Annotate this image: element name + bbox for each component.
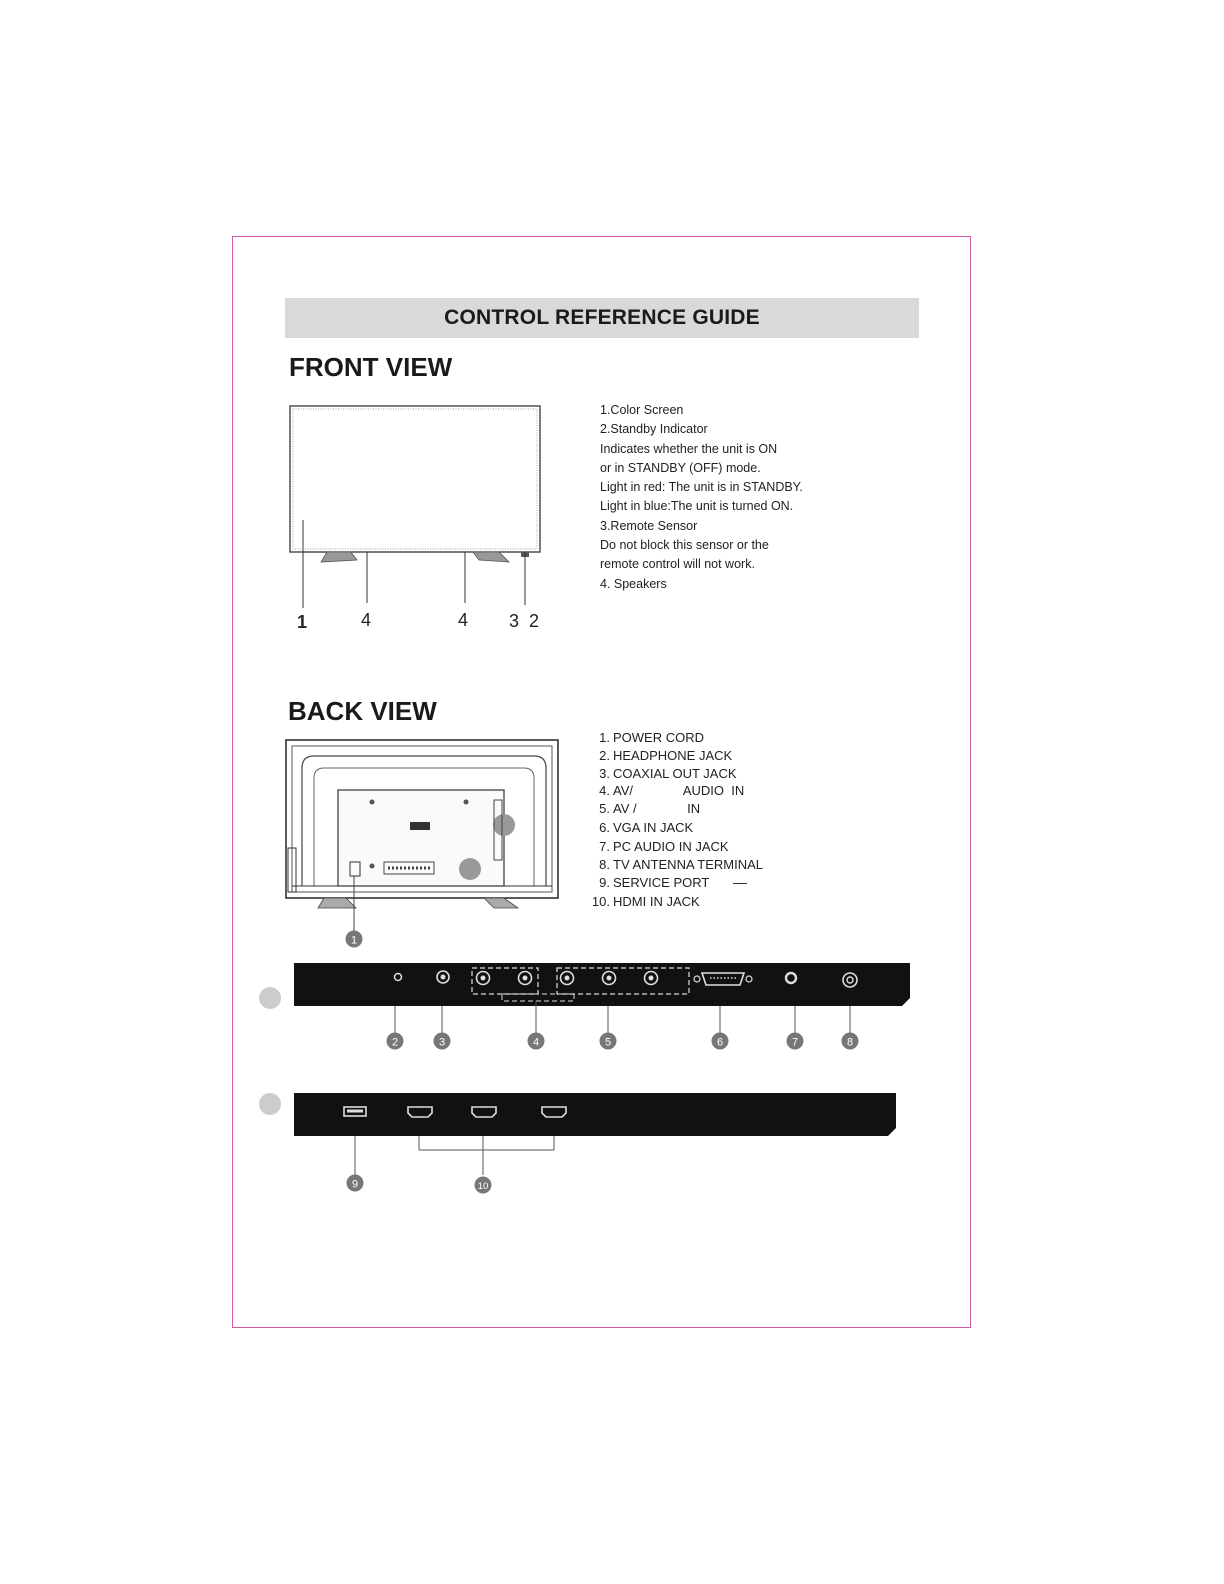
av-component-port-1-core	[565, 976, 570, 981]
tv-front-foot-left	[321, 552, 357, 562]
tv-back-terminal-marker-a	[493, 814, 515, 836]
back-item: 6. VGA IN JACK	[599, 820, 694, 835]
panel-b-marker	[259, 1093, 281, 1115]
panel-1-body	[294, 963, 910, 1006]
tv-back-screw	[464, 800, 469, 805]
av-audio-port-r-core	[523, 976, 528, 981]
callout-badge-6-number: 6	[716, 1036, 724, 1049]
front-desc-line: Do not block this sensor or the	[600, 538, 769, 553]
front-callout-3: 3	[509, 611, 520, 631]
front-callout-2: 2	[529, 611, 540, 631]
front-desc-line: or in STANDBY (OFF) mode.	[600, 460, 761, 475]
callout-badge-5-number: 5	[604, 1036, 612, 1049]
page-title: CONTROL REFERENCE GUIDE	[444, 306, 760, 329]
front-description-list	[600, 401, 803, 594]
panel-side-markers	[256, 985, 286, 1120]
tv-back-terminal-marker-b	[459, 858, 481, 880]
connector-panel-2	[292, 1090, 902, 1200]
callout-badge-10-number: 10	[477, 1181, 489, 1192]
front-desc-line: 4. Speakers	[600, 576, 667, 591]
tv-back-foot-right	[484, 898, 518, 908]
front-view-diagram	[285, 400, 545, 600]
back-view-diagram	[284, 738, 564, 953]
av-component-port-2-core	[607, 976, 612, 981]
back-item: 7. PC AUDIO IN JACK	[599, 839, 729, 854]
front-callout-1: 1	[297, 612, 308, 632]
coaxial-port-core	[441, 975, 446, 980]
tv-front-foot-right	[473, 552, 509, 562]
back-item: 3. COAXIAL OUT JACK	[599, 766, 737, 781]
callout-badge-2-number: 2	[391, 1036, 399, 1049]
front-callout-4a: 4	[361, 610, 372, 630]
front-desc-line: Light in blue:The unit is turned ON.	[600, 499, 794, 514]
front-desc-line: remote control will not work.	[600, 557, 755, 572]
front-desc-line: 3.Remote Sensor	[600, 518, 698, 533]
back-item: 2. HEADPHONE JACK	[599, 748, 733, 763]
back-item: 4. AV/ AUDIO IN	[599, 783, 745, 798]
panel-2-body	[294, 1093, 896, 1136]
service-port-usb-tongue	[347, 1110, 363, 1113]
front-desc-line: Indicates whether the unit is ON	[600, 441, 778, 456]
callout-badge-9-number: 9	[351, 1178, 359, 1191]
power-cord-badge-number: 1	[350, 934, 358, 947]
connector-panel-1	[292, 960, 912, 1055]
front-desc-line: 1.Color Screen	[600, 403, 684, 417]
front-view-heading: FRONT VIEW	[289, 352, 453, 382]
av-audio-port-l-core	[481, 976, 486, 981]
av-component-port-3-core	[649, 976, 654, 981]
back-view-heading: BACK VIEW	[288, 696, 437, 726]
callout-badge-8-number: 8	[846, 1036, 854, 1049]
back-item: 8. TV ANTENNA TERMINAL	[599, 857, 764, 872]
back-item: 1. POWER CORD	[599, 730, 704, 745]
tv-back-foot-left	[318, 898, 356, 908]
tv-back-screw	[370, 864, 375, 869]
back-item: 9. SERVICE PORT	[590, 875, 747, 890]
title-bar	[285, 298, 919, 338]
tv-front-frame	[290, 406, 540, 552]
tv-back-logo	[410, 822, 430, 830]
panel-a-marker	[259, 987, 281, 1009]
front-callout-4b: 4	[458, 610, 469, 630]
callout-badge-3-number: 3	[438, 1036, 446, 1049]
front-desc-line: Light in red: The unit is in STANDBY.	[600, 480, 803, 495]
back-item: 5. AV / IN	[599, 801, 701, 816]
tv-back-screw	[370, 800, 375, 805]
callout-badge-7-number: 7	[791, 1036, 799, 1049]
callout-badge-4-number: 4	[532, 1036, 540, 1049]
front-desc-line: 2.Standby Indicator	[600, 422, 708, 437]
back-item: 10. HDMI IN JACK	[591, 894, 700, 909]
